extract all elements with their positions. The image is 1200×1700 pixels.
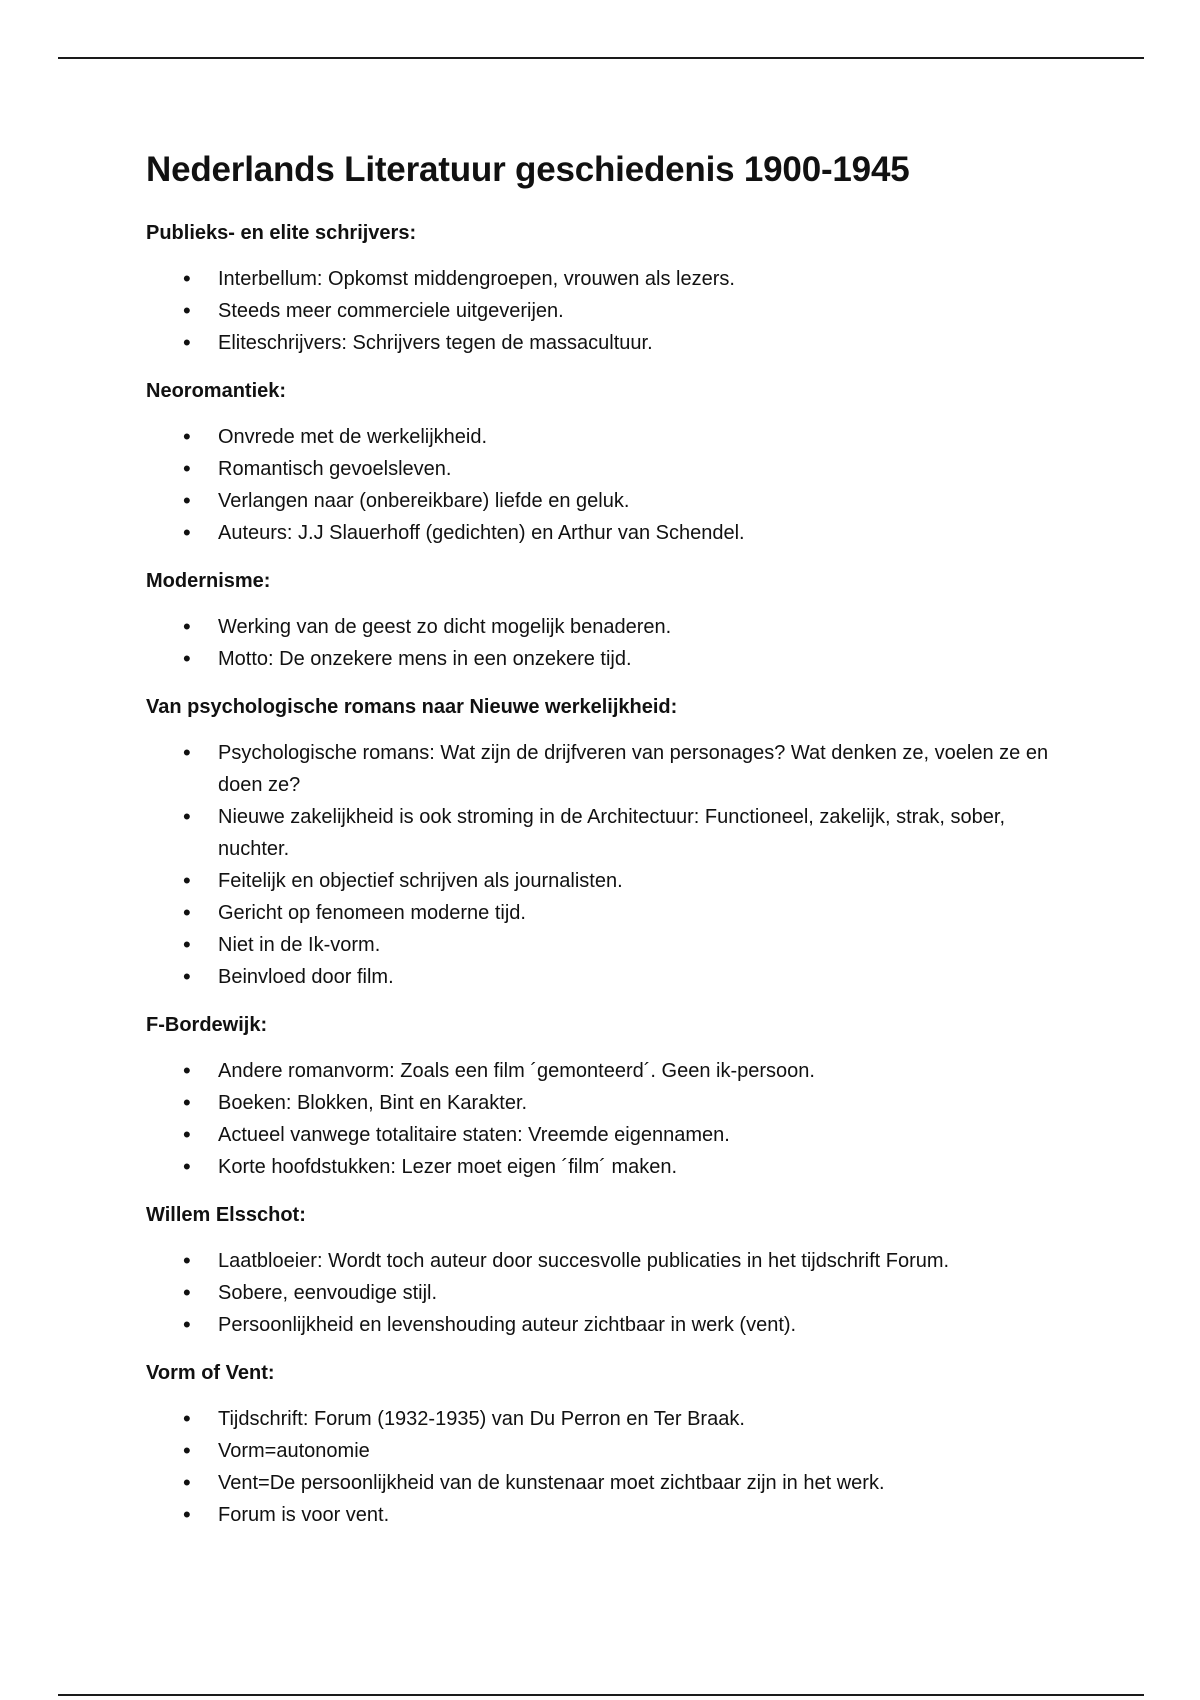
section-heading: Van psychologische romans naar Nieuwe werkelijkheid: [146, 696, 678, 718]
bullet-list [146, 1403, 1066, 1531]
list-item: • Verlangen naar (onbereikbare) liefde en geluk. [146, 485, 1066, 517]
section-modernisme [146, 567, 1066, 675]
list-item: • Tijdschrift: Forum (1932-1935) van Du Perron en Ter Braak. [146, 1403, 1066, 1435]
section-elsschot [146, 1201, 1066, 1341]
list-item: • Gericht op fenomeen moderne tijd. [146, 897, 1066, 929]
bullet-list [146, 611, 1066, 675]
bullet-list [146, 263, 1066, 359]
list-item: • Motto: De onzekere mens in een onzekere tijd. [146, 643, 1066, 675]
list-item: • Forum is voor vent. [146, 1499, 1066, 1531]
list-item: • Steeds meer commerciele uitgeverijen. [146, 295, 1066, 327]
list-item: • Interbellum: Opkomst middengroepen, vrouwen als lezers. [146, 263, 1066, 295]
bullet-list [146, 421, 1066, 549]
bullet-list [146, 737, 1066, 993]
list-item: • Korte hoofdstukken: Lezer moet eigen ´film´ maken. [146, 1151, 1066, 1183]
document-body [146, 143, 1066, 1549]
bullet-list [146, 1245, 1066, 1341]
section-vorm-of-vent [146, 1359, 1066, 1531]
document-title: Nederlands Literatuur geschiedenis 1900-1945 [146, 150, 910, 189]
section-heading: Vorm of Vent: [146, 1362, 275, 1384]
list-item: • Romantisch gevoelsleven. [146, 453, 1066, 485]
section-heading: Willem Elsschot: [146, 1204, 306, 1226]
section-publieks-elite [146, 219, 1066, 359]
section-neoromantiek [146, 377, 1066, 549]
list-item: • Feitelijk en objectief schrijven als journalisten. [146, 865, 1066, 897]
list-item: • Niet in de Ik-vorm. [146, 929, 1066, 961]
list-item: • Eliteschrijvers: Schrijvers tegen de massacultuur. [146, 327, 1066, 359]
header-rule [58, 57, 1144, 59]
list-item: • Werking van de geest zo dicht mogelijk benaderen. [146, 611, 1066, 643]
section-psychologische-romans [146, 693, 1066, 993]
footer-rule [58, 1694, 1144, 1696]
list-item: • Psychologische romans: Wat zijn de drijfveren van personages? Wat denken ze, voelen ze en doen ze? [146, 737, 1066, 801]
section-heading: Modernisme: [146, 570, 271, 592]
list-item: • Vorm=autonomie [146, 1435, 1066, 1467]
section-heading: Publieks- en elite schrijvers: [146, 222, 417, 244]
section-heading: F-Bordewijk: [146, 1014, 268, 1036]
list-item: • Vent=De persoonlijkheid van de kunstenaar moet zichtbaar zijn in het werk. [146, 1467, 1066, 1499]
list-item: • Laatbloeier: Wordt toch auteur door succesvolle publicaties in het tijdschrift Forum. [146, 1245, 1066, 1277]
list-item: • Beinvloed door film. [146, 961, 1066, 993]
bullet-list [146, 1055, 1066, 1183]
list-item: • Andere romanvorm: Zoals een film ´gemonteerd´. Geen ik-persoon. [146, 1055, 1066, 1087]
list-item: • Actueel vanwege totalitaire staten: Vreemde eigennamen. [146, 1119, 1066, 1151]
list-item: • Onvrede met de werkelijkheid. [146, 421, 1066, 453]
list-item: • Persoonlijkheid en levenshouding auteur zichtbaar in werk (vent). [146, 1309, 1066, 1341]
list-item: • Sobere, eenvoudige stijl. [146, 1277, 1066, 1309]
list-item: • Nieuwe zakelijkheid is ook stroming in de Architectuur: Functioneel, zakelijk, strak, sober, nuchter. [146, 801, 1066, 865]
section-heading: Neoromantiek: [146, 380, 287, 402]
list-item: • Auteurs: J.J Slauerhoff (gedichten) en Arthur van Schendel. [146, 517, 1066, 549]
section-bordewijk [146, 1011, 1066, 1183]
list-item: • Boeken: Blokken, Bint en Karakter. [146, 1087, 1066, 1119]
